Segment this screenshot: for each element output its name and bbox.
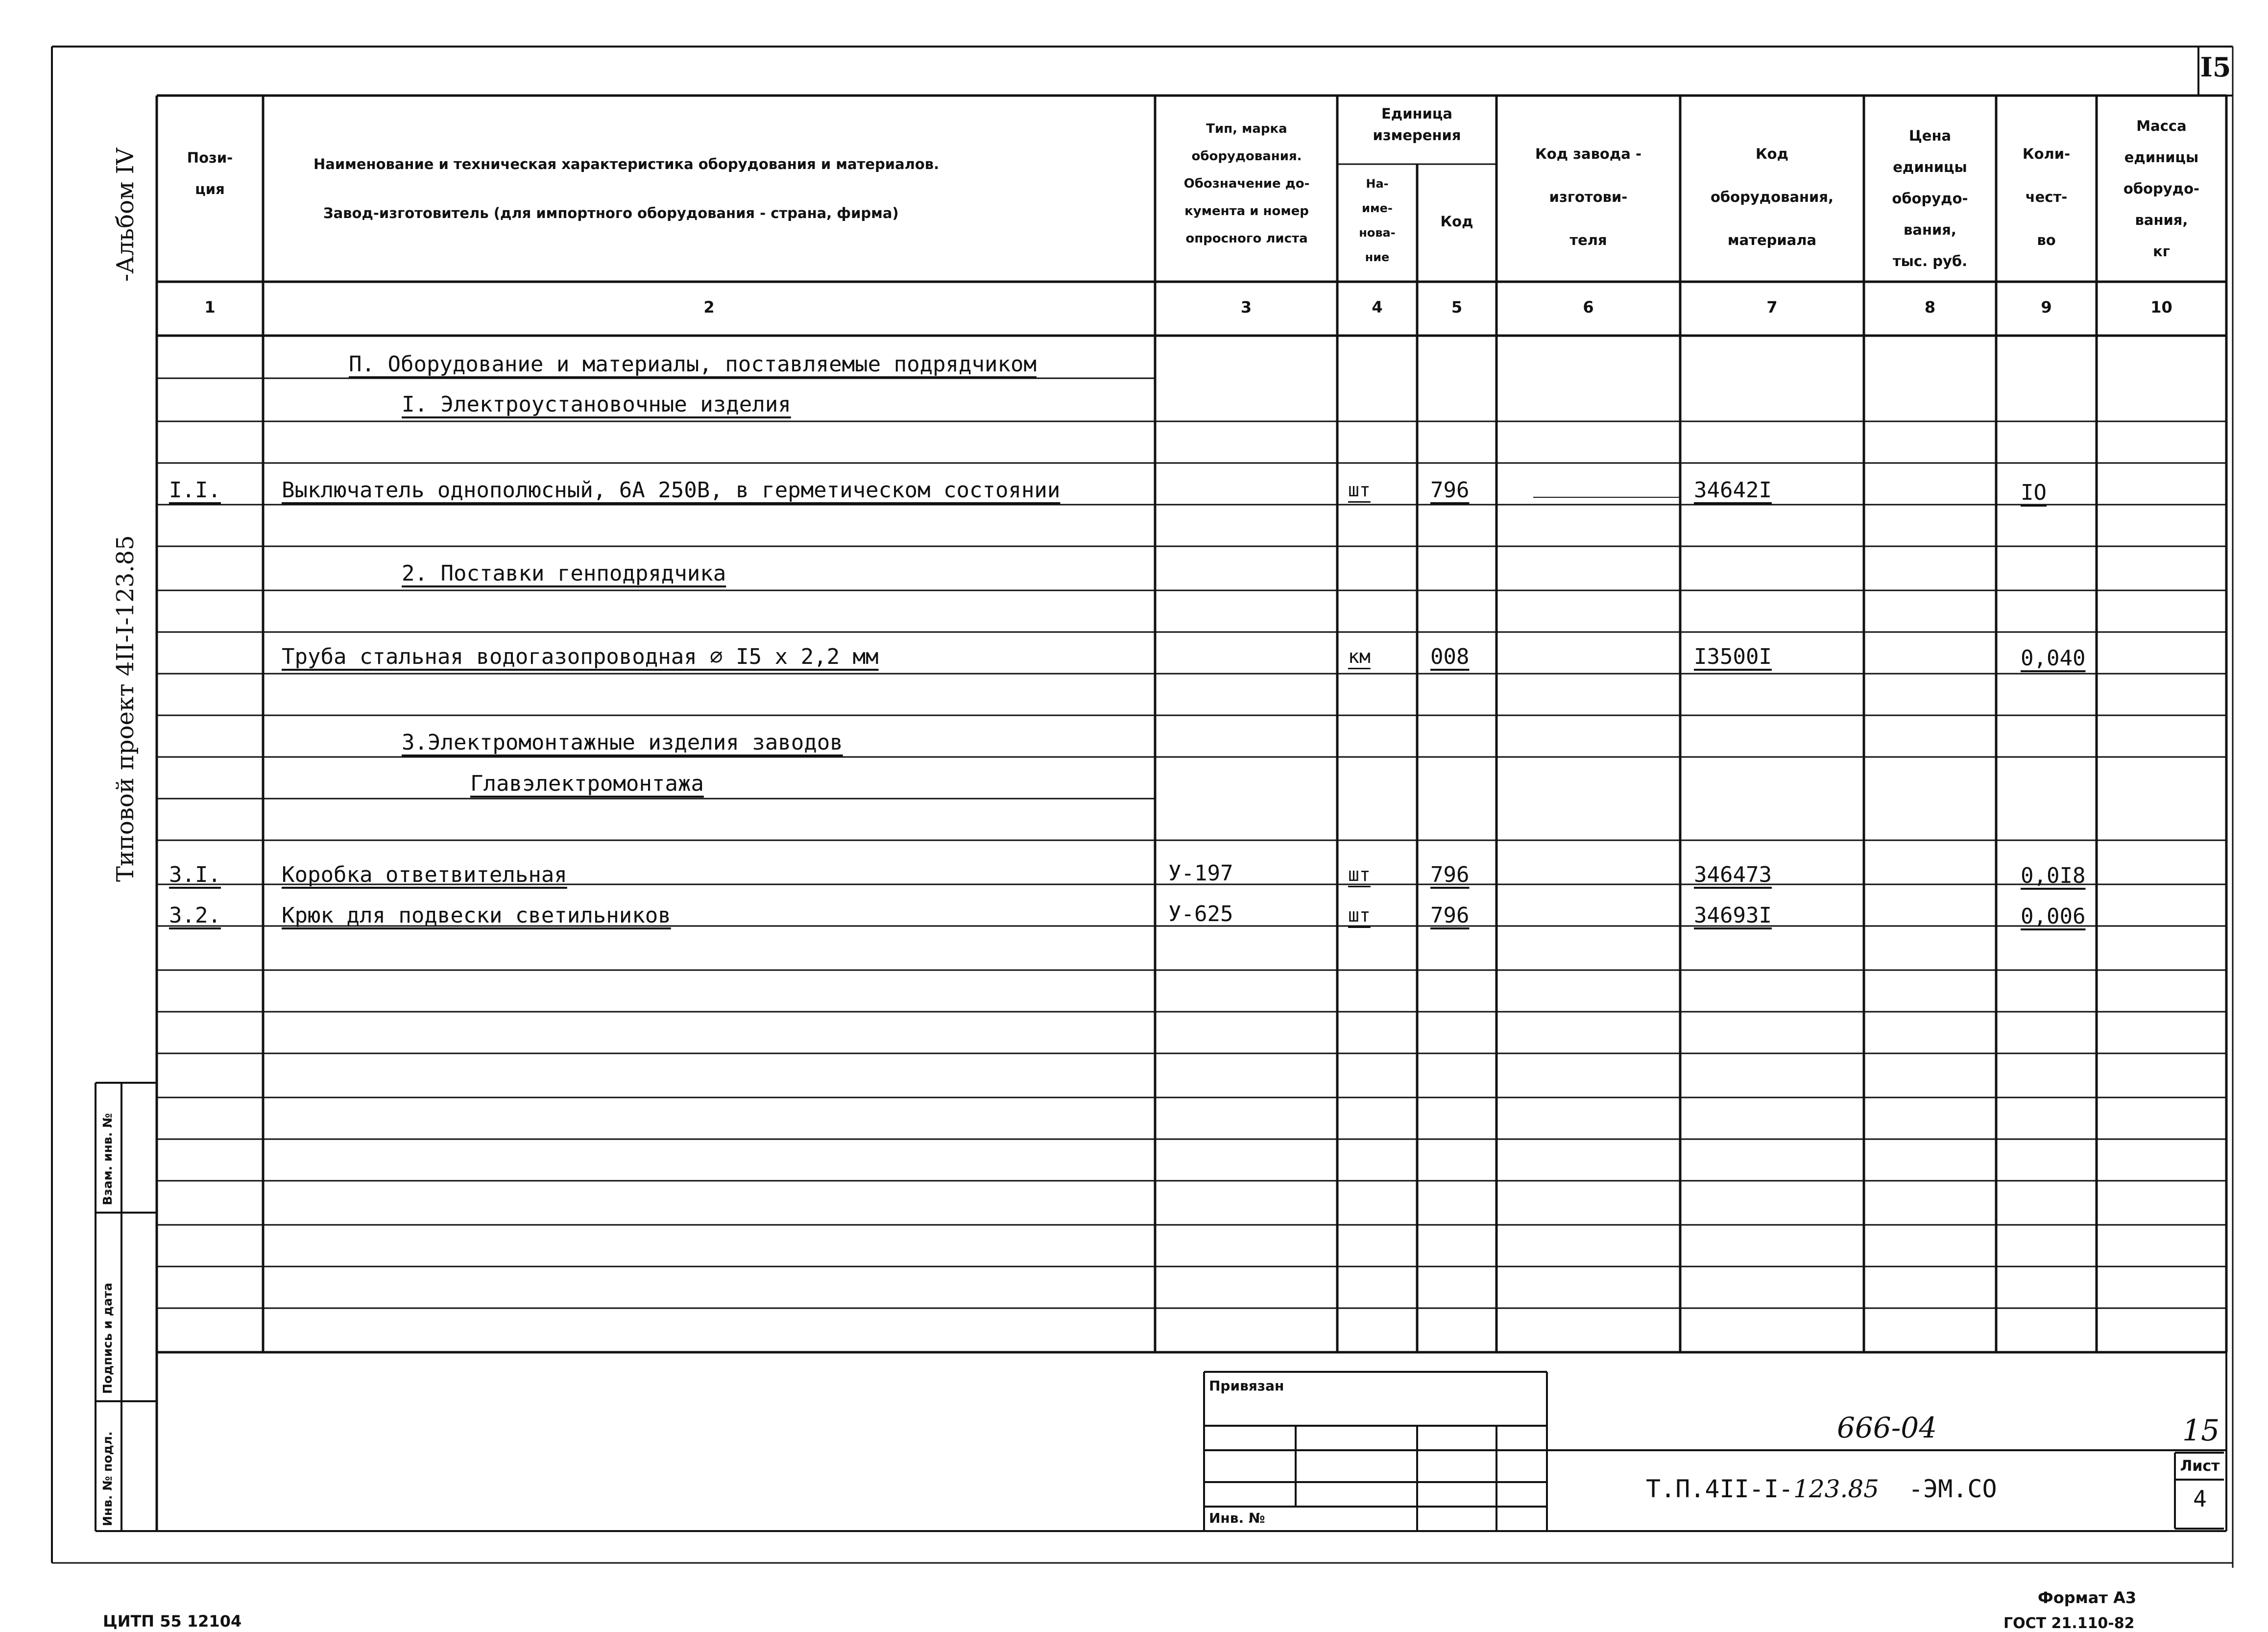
item-equipment-code: 34693I <box>1694 903 1772 928</box>
section-heading-3b: Главэлектромонтажа <box>470 771 704 796</box>
col-number-7: 7 <box>1766 298 1778 317</box>
item-unit-code: 008 <box>1430 644 1470 669</box>
footer-format: Формат А3 <box>2038 1588 2137 1607</box>
side-project-title: Типовой проект 4II-I-123.85 <box>112 535 139 882</box>
col-number-8: 8 <box>1924 298 1936 317</box>
item-unit-code: 796 <box>1430 478 1470 503</box>
item-quantity: 0,006 <box>2021 904 2086 929</box>
stamp-list-value: 4 <box>2193 1486 2207 1512</box>
header-col-8: Цена единицы оборудо- вания, тыс. руб. <box>1892 127 1968 269</box>
item-unit: шт <box>1348 904 1371 926</box>
header-col-4: На- име- нова- ние <box>1359 177 1396 264</box>
item-unit-code: 796 <box>1430 862 1470 887</box>
footer-code: ЦИТП 55 12104 <box>103 1612 242 1631</box>
col-number-5: 5 <box>1451 298 1463 317</box>
item-equipment-code: I3500I <box>1694 644 1772 669</box>
item-position: I.I. <box>169 478 221 503</box>
stamp-order-number: 666-04 <box>1837 1411 1937 1444</box>
item-name: Труба стальная водогазопроводная ∅ I5 х 2,2 мм <box>282 644 879 669</box>
col-number-9: 9 <box>2041 298 2052 317</box>
col-number-4: 4 <box>1372 298 1383 317</box>
item-position: 3.I. <box>169 862 221 887</box>
item-unit: шт <box>1348 479 1371 501</box>
item-quantity: 0,0I8 <box>2021 863 2086 888</box>
header-col-10: Масса единицы оборудо- вания, кг <box>2123 118 2200 260</box>
header-col-6: Код завода - изготови- теля <box>1535 146 1641 248</box>
item-name: Коробка ответвительная <box>282 862 567 887</box>
item-type: У-625 <box>1168 901 1233 926</box>
header-unit-group: Единица измерения <box>1373 105 1461 144</box>
section-heading-2: 2. Поставки генподрядчика <box>402 561 726 586</box>
section-heading-1: I. Электроустановочные изделия <box>402 392 791 417</box>
footer-gost: ГОСТ 21.110-82 <box>2003 1615 2135 1632</box>
col-number-10: 10 <box>2150 298 2172 317</box>
item-name: Выключатель однополюсный, 6А 250В, в герметическом состоянии <box>282 478 1061 503</box>
col-number-1: 1 <box>204 298 216 317</box>
item-type: У-197 <box>1168 861 1233 886</box>
header-col-2: Наименование и техническая характеристика оборудования и материалов. Завод-изготовитель (для импортного оборудования - страна, фирма) <box>314 156 940 221</box>
header-col-3: Тип, марка оборудования. Обозначение до- кумента и номер опросного листа <box>1183 122 1310 246</box>
side-album: -Альбом IV <box>112 147 139 282</box>
stamp-privyazan: Привязан <box>1209 1378 1284 1394</box>
section-heading-ii: П. Оборудование и материалы, поставляемые подрядчиком <box>349 352 1037 377</box>
stamp-list-label: Лист <box>2180 1458 2220 1475</box>
page-number: I5 <box>2200 51 2231 83</box>
item-unit: шт <box>1348 864 1371 885</box>
item-quantity: 0,040 <box>2021 646 2086 671</box>
item-name: Крюк для подвески светильников <box>282 903 671 928</box>
side-label-podpis-data: Подпись и дата <box>100 1282 115 1394</box>
stamp-designation: Т.П.4II-I-123.85 -ЭМ.СО <box>1646 1475 1997 1503</box>
item-unit-code: 796 <box>1430 903 1470 928</box>
header-col-1: Пози- ция <box>187 149 233 197</box>
item-position: 3.2. <box>169 903 221 928</box>
side-label-vzam-inv: Взам. инв. № <box>100 1113 115 1205</box>
header-col-7: Код оборудования, материала <box>1710 146 1834 248</box>
header-col-5: Код <box>1440 213 1473 230</box>
col-number-3: 3 <box>1240 298 1252 317</box>
item-equipment-code: 346473 <box>1694 862 1772 887</box>
item-equipment-code: 34642I <box>1694 478 1772 503</box>
stamp-sheet-number: 15 <box>2182 1413 2220 1448</box>
stamp-inv-no: Инв. № <box>1209 1510 1265 1526</box>
header-col-9: Коли- чест- во <box>2022 146 2071 248</box>
section-heading-3: 3.Электромонтажные изделия заводов <box>402 730 843 755</box>
col-number-6: 6 <box>1583 298 1594 317</box>
side-label-inv-podl: Инв. № подл. <box>100 1431 115 1526</box>
item-quantity: IO <box>2021 480 2047 505</box>
item-unit: км <box>1348 646 1371 667</box>
col-number-2: 2 <box>703 298 715 317</box>
